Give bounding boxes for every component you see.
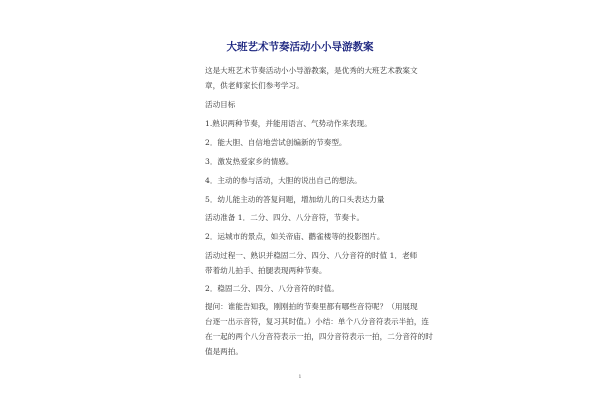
goal-item-5: 5．幼儿能主动的答复问题，增加幼儿的口头表达力量 — [205, 195, 385, 204]
question-line-2: 台逐一出示音符，复习其时值。）小结：单个八分音符表示半拍，连 — [205, 317, 430, 326]
question-line-4: 值是两拍。 — [205, 347, 243, 356]
document-title: 大班艺术节奏活动小小导游教案 — [226, 41, 374, 53]
goal-item-2: 2．能大胆、自信地尝试创编新的节奏型。 — [205, 138, 347, 147]
process-item-2: 2．稳固二分、四分、八分音符的时值。 — [205, 284, 339, 293]
goal-item-3: 3．激发热爱家乡的情感。 — [205, 157, 294, 166]
intro-line-1: 这是大班艺术节奏活动小小导游教案，是优秀的大班艺术教案文 — [205, 66, 418, 75]
prep-item-1: 活动准备 1．二分、四分、八分音符，节奏卡。 — [205, 213, 365, 222]
goal-item-1: 1.熟识两种节奏，并能用语言、气势动作来表现。 — [205, 119, 372, 128]
process-line-1: 活动过程一、熟识并稳固二分、四分、八分音符的时值 1．老师 — [205, 251, 418, 260]
question-line-3: 在一起的两个八分音符表示一拍，四分音符表示一拍，二分音符的时 — [205, 332, 433, 341]
section-heading-goals: 活动目标 — [205, 100, 236, 109]
page-number: 1 — [298, 374, 302, 380]
prep-item-2: 2．运城市的景点，如关帝庙、鹳雀楼等的投影图片。 — [205, 232, 385, 241]
intro-line-2: 章，供老师家长们参考学习。 — [205, 81, 304, 90]
process-line-2: 带着幼儿拍手、拍腿表现两种节奏。 — [205, 266, 327, 275]
question-line-1: 提问：谁能告知我，刚刚拍的节奏里都有哪些音符呢？（用展现 — [205, 302, 418, 311]
goal-item-4: 4．主动的参与活动，大胆的说出自己的想法。 — [205, 176, 362, 185]
